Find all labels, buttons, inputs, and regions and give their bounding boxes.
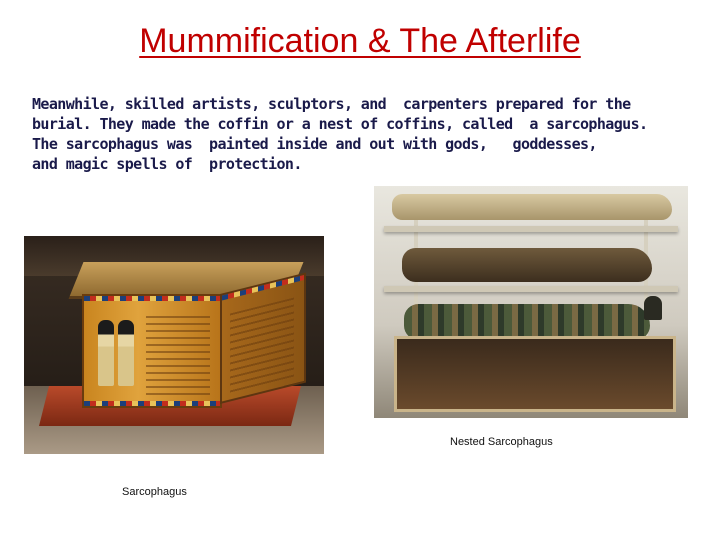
nested-sarcophagus-caption: Nested Sarcophagus	[450, 436, 553, 448]
outer-coffin	[402, 248, 652, 282]
slide-title: Mummification & The Afterlife	[139, 22, 581, 60]
painted-goddess-figure	[118, 320, 134, 386]
sarcophagus-caption: Sarcophagus	[122, 486, 187, 498]
nested-sarcophagus-photo	[374, 186, 688, 418]
coffin-lid-top	[392, 194, 672, 220]
paragraph-line: burial. They made the coffin or a nest of coffins, called a sarcophagus.	[32, 115, 648, 133]
hieroglyph-columns	[146, 316, 210, 396]
coffin-case	[394, 336, 676, 412]
paragraph-line: The sarcophagus was painted inside and out with gods, goddesses,	[32, 135, 597, 153]
sarcophagus-side-panel	[220, 273, 306, 404]
hieroglyph-columns	[230, 298, 294, 394]
inner-coffin	[404, 304, 650, 340]
sarcophagus-front-panel	[82, 294, 222, 408]
sarcophagus-photo	[24, 236, 324, 454]
display-shelf	[384, 286, 678, 292]
decorative-band	[84, 296, 220, 301]
display-shelf	[384, 226, 678, 232]
paragraph-line: Meanwhile, skilled artists, sculptors, and carpenters prepared for the	[32, 95, 631, 113]
body-paragraph	[32, 94, 712, 174]
painted-goddess-figure	[98, 320, 114, 386]
decorative-band	[84, 401, 220, 406]
falcon-statue	[644, 296, 662, 320]
paragraph-line: and magic spells of protection.	[32, 155, 302, 173]
